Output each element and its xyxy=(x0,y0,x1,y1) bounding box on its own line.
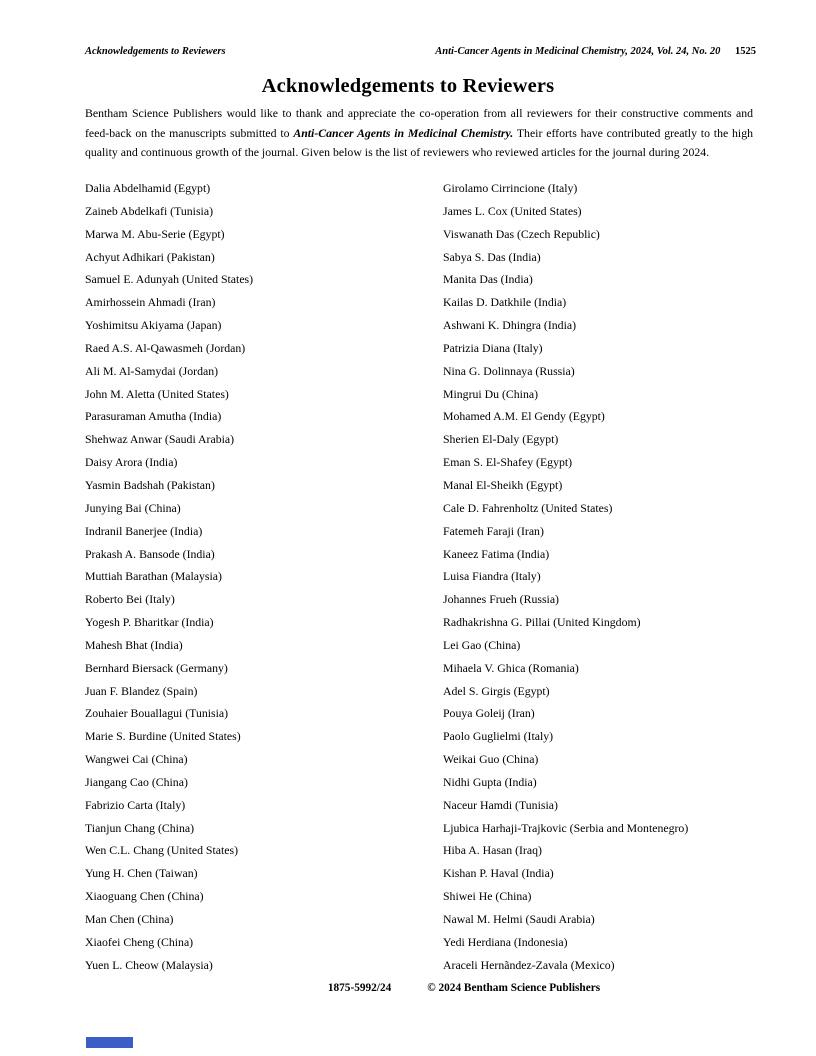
reviewer-entry: Yoshimitsu Akiyama (Japan) xyxy=(85,318,222,333)
reviewer-entry: Araceli Hernãndez-Zavala (Mexico) xyxy=(443,957,615,972)
reviewer-entry: Yuen L. Cheow (Malaysia) xyxy=(85,957,213,972)
reviewer-entry: Fabrizio Carta (Italy) xyxy=(85,797,186,812)
reviewer-entry: Girolamo Cirrincione (Italy) xyxy=(443,181,578,195)
reviewer-entry: Xiaofei Cheng (China) xyxy=(85,934,194,949)
reviewer-entry: Daisy Arora (India) xyxy=(85,455,178,470)
reviewer-entry: Fatemeh Faraji (Iran) xyxy=(443,523,544,538)
reviewer-entry: Yedi Herdiana (Indonesia) xyxy=(443,934,568,949)
intro-text-before: Bentham Science Publishers would like to thank and appreciate the co-operation from all reviewers for their constructive comments and feed-back on the manuscripts submitted to xyxy=(85,106,753,140)
reviewer-entry: Pouya Goleij (Iran) xyxy=(443,706,535,721)
reviewer-entry: Manita Das (India) xyxy=(443,272,533,287)
journal-citation: Anti-Cancer Agents in Medicinal Chemistry, 2024, Vol. 24, No. 20 xyxy=(435,46,721,57)
reviewer-entry: Ljubica Harhaji-Trajkovic (Serbia and Montenegro) xyxy=(443,820,689,835)
reviewer-entry: Kaneez Fatima (India) xyxy=(443,546,550,561)
reviewer-entry: Hiba A. Hasan (Iraq) xyxy=(443,843,542,858)
reviewer-entry: Muttiah Barathan (Malaysia) xyxy=(85,569,222,584)
reviewer-entry: Shiwei He (China) xyxy=(443,889,532,904)
page-title: Acknowledgements to Reviewers xyxy=(261,75,555,97)
reviewer-entry: James L. Cox (United States) xyxy=(443,203,582,218)
reviewer-entry: Lei Gao (China) xyxy=(443,637,521,652)
reviewer-entry: Luisa Fiandra (Italy) xyxy=(443,569,541,584)
reviewer-entry: Indranil Banerjee (India) xyxy=(85,523,203,538)
reviewer-entry: Zouhaier Bouallagui (Tunisia) xyxy=(85,706,229,721)
running-header-citation xyxy=(435,46,756,57)
reviewer-entry: Eman S. El-Shafey (Egypt) xyxy=(443,455,573,470)
reviewer-entry: Viswanath Das (Czech Republic) xyxy=(443,226,600,241)
reviewer-entry: Naceur Hamdi (Tunisia) xyxy=(443,797,558,812)
reviewer-entry: Nidhi Gupta (India) xyxy=(443,774,537,789)
reviewer-entry: Samuel E. Adunyah (United States) xyxy=(85,272,254,287)
reviewer-entry: Amirhossein Ahmadi (Iran) xyxy=(85,295,216,310)
reviewer-entry: Patrizia Diana (Italy) xyxy=(443,340,543,355)
reviewer-entry: Nina G. Dolinnaya (Russia) xyxy=(443,363,575,378)
reviewer-entry: Ashwani K. Dhingra (India) xyxy=(443,318,577,333)
reviewer-entry: Mingrui Du (China) xyxy=(443,386,539,401)
reviewer-entry: Raed A.S. Al-Qawasmeh (Jordan) xyxy=(85,340,246,355)
reviewer-column-right xyxy=(443,177,756,977)
reviewer-entry: Marwa M. Abu-Serie (Egypt) xyxy=(85,226,225,241)
reviewer-entry: Junying Bai (China) xyxy=(85,500,181,515)
reviewer-entry: Cale D. Fahrenholtz (United States) xyxy=(443,500,613,515)
reviewer-entry: Achyut Adhikari (Pakistan) xyxy=(85,249,215,264)
reviewer-entry: Yung H. Chen (Taiwan) xyxy=(85,866,198,881)
reviewer-entry: Wen C.L. Chang (United States) xyxy=(85,843,239,858)
running-header-title: Acknowledgements to Reviewers xyxy=(85,46,226,57)
reviewer-entry: Johannes Frueh (Russia) xyxy=(443,592,559,607)
reviewer-entry: Adel S. Girgis (Egypt) xyxy=(443,683,550,698)
reviewer-entry: Zaineb Abdelkafi (Tunisia) xyxy=(85,203,213,218)
bottom-accent-bar xyxy=(86,1037,133,1048)
reviewer-entry: Roberto Bei (Italy) xyxy=(85,592,175,607)
reviewer-entry: Mohamed A.M. El Gendy (Egypt) xyxy=(443,409,605,424)
reviewer-entry: Prakash A. Bansode (India) xyxy=(85,546,215,561)
reviewer-entry: Tianjun Chang (China) xyxy=(85,820,195,835)
running-header xyxy=(85,46,756,57)
reviewer-entry: Bernhard Biersack (Germany) xyxy=(85,660,228,675)
reviewer-entry: Kishan P. Haval (India) xyxy=(443,866,554,881)
issn-code: 1875-5992/24 xyxy=(327,982,392,994)
reviewer-entry: Parasuraman Amutha (India) xyxy=(85,409,222,424)
reviewer-entry: Weikai Guo (China) xyxy=(443,752,539,767)
reviewer-entry: Sherien El-Daly (Egypt) xyxy=(443,432,559,447)
reviewer-entry: Yogesh P. Bharitkar (India) xyxy=(85,615,214,630)
reviewer-entry: Yasmin Badshah (Pakistan) xyxy=(85,477,215,492)
reviewer-entry: John M. Aletta (United States) xyxy=(85,386,229,401)
reviewer-entry: Xiaoguang Chen (China) xyxy=(85,889,204,904)
intro-journal-name: Anti-Cancer Agents in Medicinal Chemistry. xyxy=(293,125,514,140)
intro-text-after: Their efforts have contributed greatly to the high quality and continuous growth of the journal. Given below is the list of reviewers who reviewed articles for the journal during 2024. xyxy=(85,125,753,160)
page-footer xyxy=(0,982,816,994)
reviewer-entry: Sabya S. Das (India) xyxy=(443,249,541,264)
copyright-notice: © 2024 Bentham Science Publishers xyxy=(427,982,601,994)
page-number: 1525 xyxy=(735,46,756,57)
reviewer-column-left xyxy=(85,177,443,977)
reviewer-entry: Ali M. Al-Samydai (Jordan) xyxy=(85,363,219,378)
reviewer-entry: Radhakrishna G. Pillai (United Kingdom) xyxy=(443,615,641,630)
reviewer-entry: Nawal M. Helmi (Saudi Arabia) xyxy=(443,912,595,926)
reviewer-entry: Dalia Abdelhamid (Egypt) xyxy=(85,181,211,195)
reviewer-columns xyxy=(85,177,756,977)
reviewer-entry: Mahesh Bhat (India) xyxy=(85,637,183,652)
reviewer-entry: Man Chen (China) xyxy=(85,912,174,926)
reviewer-entry: Juan F. Blandez (Spain) xyxy=(85,683,198,698)
reviewer-entry: Mihaela V. Ghica (Romania) xyxy=(443,660,579,675)
reviewer-entry: Manal El-Sheikh (Egypt) xyxy=(443,477,563,492)
reviewer-entry: Shehwaz Anwar (Saudi Arabia) xyxy=(85,432,235,447)
reviewer-entry: Marie S. Burdine (United States) xyxy=(85,729,241,744)
reviewer-entry: Kailas D. Datkhile (India) xyxy=(443,295,567,310)
intro-paragraph xyxy=(85,104,753,163)
reviewer-entry: Wangwei Cai (China) xyxy=(85,752,188,767)
reviewer-entry: Paolo Guglielmi (Italy) xyxy=(443,729,554,744)
reviewer-entry: Jiangang Cao (China) xyxy=(85,774,188,789)
